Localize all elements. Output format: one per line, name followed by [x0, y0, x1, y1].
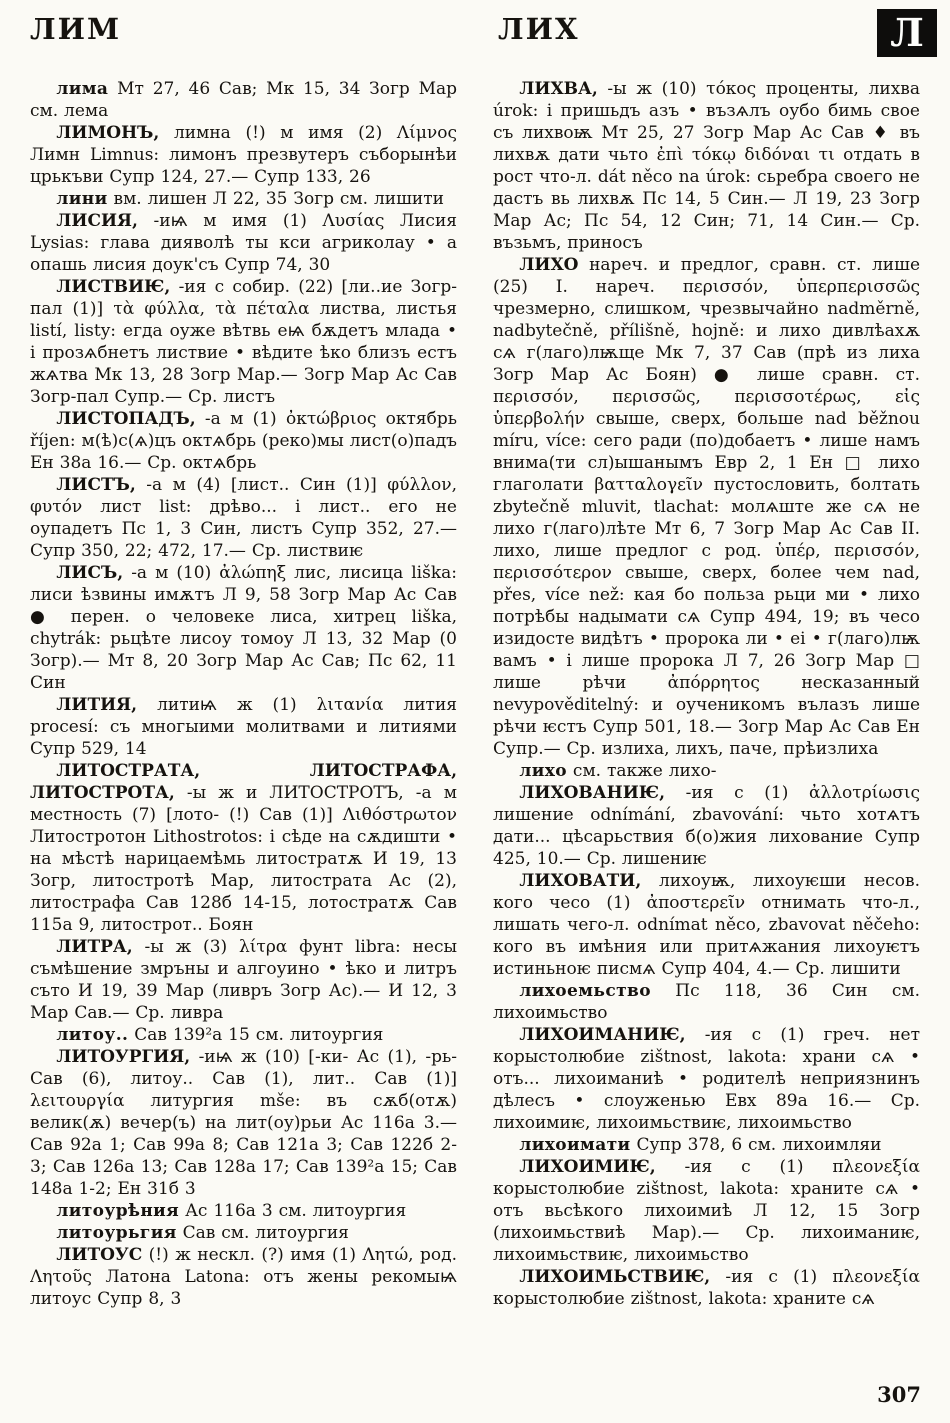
running-head-center: ЛИХ	[498, 12, 580, 46]
cross-reference-entry: лини вм. лишен Л 22, 35 Зогр см. лишити	[56, 189, 444, 209]
headword: литоу..	[56, 1025, 129, 1045]
headword: ЛИСЪ,	[56, 563, 124, 583]
dictionary-entry: ЛИХВА, -ы ж (10) τόκος проценты, лихва úrok: і пришьдъ азъ • възѧлъ оубо бимь свое съ лихвоѭ Мт 25, 27 Зогр Мар Ас Сав ♦ въ лихвѫ дати чьто ἐπὶ τόκῳ διδόναι τι отдать в рост что-л. dát něco na úrok: сьребра своего не дастъ вь лихвѫ Пс 14, 5 Син.— Л 19, 23 Зогр Мар Ас; Пс 54, 12 Син; 71, 14 Син.— Ср. възьмъ, приносъ	[493, 79, 920, 253]
page-header	[0, 0, 950, 72]
section-letter: Л	[890, 10, 924, 55]
cross-reference-entry: лима Мт 27, 46 Сав; Мк 15, 34 Зогр Мар см. лема	[30, 79, 457, 121]
cross-reference-entry: лихо см. также лихо-	[519, 761, 717, 781]
cross-reference-entry: лихоимати Супр 378, 6 см. лихоимляи	[519, 1135, 882, 1155]
left-column	[30, 78, 457, 1369]
dictionary-entry: ЛИХОИМЬСТВИѤ, -ия с (1) πλεονεξία корыстолюбие zištnost, lakota: храните сѧ	[493, 1267, 920, 1309]
headword: ЛИМОНЪ,	[56, 123, 160, 143]
right-column	[493, 78, 920, 1369]
text-columns	[30, 78, 920, 1369]
headword: ЛИТИЯ,	[56, 695, 138, 715]
headword: ЛИХОИМЬСТВИѤ,	[519, 1267, 711, 1287]
headword: ЛИСИЯ,	[56, 211, 138, 231]
headword: ЛИТОУРГИЯ,	[56, 1047, 191, 1067]
running-head-left: ЛИМ	[30, 12, 122, 46]
headword: лихоимати	[519, 1135, 631, 1155]
dictionary-entry: ЛИСТЪ, -а м (4) [лист.. Син (1)] φύλλον, φυτόν лист list: дрѣво... і лист.. его не оупадетъ Пс 1, 3 Син, листъ Супр 352, 27.— Супр 350, 22; 472, 17.— Ср. листвиѥ	[30, 475, 457, 561]
headword: лихо	[519, 761, 568, 781]
dictionary-entry: ЛИТОУРГИЯ, -иѩ ж (10) [-ки- Ас (1), -рь- Сав (6), литоу.. Сав (1), лит.. Сав (1)] λειτουργία литургия mše: въ сѫб(отѫ) велик(ѫ) вечер(ъ) на лит(оу)рьи Ас 116а 3.— Сав 92а 1; Сав 99а 8; Сав 121а 3; Сав 122б 2-3; Сав 126а 13; Сав 128а 17; Сав 139²а 15; Сав 148а 1-2; Ен 31б 3	[30, 1047, 457, 1199]
dictionary-entry: ЛИТИЯ, литиѩ ж (1) λιτανία лития procesí: съ многыими молитвами и литиями Супр 529, 14	[30, 695, 457, 759]
headword: литоурьгия	[56, 1223, 177, 1243]
dictionary-entry: ЛИТОУС (!) ж нескл. (?) имя (1) Λητώ, род. Λητοῦς Латона Latona: отъ жены рекомыѩ литоус Супр 8, 3	[30, 1245, 457, 1309]
headword: ЛИСТЪ,	[56, 475, 136, 495]
headword: ЛИХОИМАНИѤ,	[519, 1025, 686, 1045]
dictionary-entry: ЛИТОСТРАТА, ЛИТОСТРАФА, ЛИТОСТРОТА, -ы ж и ЛИТОСТРОТЪ, -а м местность (7) [лото- (!) Сав (1)] Λιθόστρωτον Литостротон Lithostrotos: і сѣде на сѫдишти • на мѣстѣ нарицаемѣмь литостратѫ И 19, 13 Зогр, литостротѣ Мар, литострата Ас (2), литострафа Сав 128б 14-15, лотостратѫ Сав 115а 9, литострот.. Боян	[30, 761, 457, 935]
dictionary-entry: ЛИХОИМАНИѤ, -ия с (1) греч. нет корыстолюбие zištnost, lakota: храни сѧ • отъ... лихоиманиѣ • родителѣ неприязнинъ дѣлесъ • слоуженью Евх 89а 16.— Ср. лихоимиѥ, лихоимьствиѥ, лихоимьство	[493, 1025, 920, 1133]
dictionary-entry: ЛИСТВИѤ, -ия с собир. (22) [ли..ие Зогр-пал (1)] τὰ φύλλα, τὰ πέταλα листва, листья listí, listy: егда оуже вѣтвь еѩ бѫдетъ млада • і прозѧбнетъ листвие • вѣдите ѣко близъ естъ жѧтва Мк 13, 28 Зогр Мар.— Зогр Мар Ас Сав Зогр-пал Супр.— Ср. листъ	[30, 277, 457, 407]
headword: ЛИТРА,	[56, 937, 133, 957]
headword: ЛИТОСТРАТА, ЛИТОСТРАФА, ЛИТОСТРОТА,	[30, 761, 457, 803]
headword: ЛИСТОПАДЪ,	[56, 409, 196, 429]
dictionary-entry: ЛИСЪ, -а м (10) ἀλώπηξ лис, лисица liška: лиси ѣзвины имѫтъ Л 9, 58 Зогр Мар Ас Сав ● перен. о человеке лиса, хитрец liška, chytrák: рьцѣте лисоу томоу Л 13, 32 Мар (0 Зогр).— Мт 8, 20 Зогр Мар Ас Сав; Пс 62, 11 Син	[30, 563, 457, 693]
dictionary-entry: ЛИСИЯ, -иѩ м имя (1) Λυσίας Лисия Lysias: глава дияволѣ ты кси агриколау • а опашь лисия доук'съ Супр 74, 30	[30, 211, 457, 275]
dictionary-entry: ЛИТРА, -ы ж (3) λίτρα фунт libra: несы съмѣшение змръны и алгоуино • ѣко и литръ съто И 19, 39 Мар (ливръ Зогр Ас).— И 12, 3 Мар Сав.— Ср. ливра	[30, 937, 457, 1023]
cross-reference-entry: литоурѣния Ас 116а 3 см. литоургия	[56, 1201, 407, 1221]
headword: лини	[56, 189, 108, 209]
headword: ЛИСТВИѤ,	[56, 277, 171, 297]
dictionary-entry: ЛИХОИМИѤ, -ия с (1) πλεονεξία корыстолюбие zištnost, lakota: храните сѧ • отъ вьсѣкого лихоимиѣ Л 12, 15 Зогр (лихоимьствиѣ Мар).— Ср. лихоиманиѥ, лихоимьствиѥ, лихоимьство	[493, 1157, 920, 1265]
headword: литоурѣния	[56, 1201, 180, 1221]
headword: ЛИХОВАНИѤ,	[519, 783, 666, 803]
headword: ЛИХВА,	[519, 79, 598, 99]
headword: ЛИТОУС	[56, 1245, 143, 1265]
cross-reference-entry: литоурьгия Сав см. литоургия	[56, 1223, 349, 1243]
dictionary-entry: ЛИХОВАНИѤ, -ия с (1) ἀλλοτρίωσις лишение odnímání, zbavování: чьто хотѧтъ дати... цѣсарьствия б(о)жия лихование Супр 425, 10.— Ср. лишениѥ	[493, 783, 920, 869]
dictionary-entry: ЛИХОВАТИ, лихоуѭ, лихоуѥши несов. кого чесо (1) ἀποστερεῖν отнимать что-л., лишать чего-л. odnímat něco, zbavovat něčeho: кого въ имѣния или притѧжания лихоуѥтъ истиньноѥ писмѧ Супр 404, 4.— Ср. лишити	[493, 871, 920, 979]
cross-reference-entry: лихоемьство Пс 118, 36 Син см. лихоимьство	[493, 981, 920, 1023]
headword: ЛИХО	[519, 255, 579, 275]
dictionary-entry: ЛИМОНЪ, лимна (!) м имя (2) Λίμνος Лимн Limnus: лимонъ презвутеръ съборынѣи црькъви Супр 124, 27.— Супр 133, 26	[30, 123, 457, 187]
headword: лихоемьство	[519, 981, 651, 1001]
dictionary-entry: ЛИСТОПАДЪ, -а м (1) ὀκτώβριος октябрь říjen: м(ѣ)с(ѧ)цъ октѧбрь (реко)мы лист(о)падъ Ен 38а 16.— Ср. октѧбрь	[30, 409, 457, 473]
headword: лима	[56, 79, 109, 99]
section-letter-box	[877, 9, 937, 57]
page-number: 307	[877, 1382, 921, 1407]
headword: ЛИХОИМИѤ,	[519, 1157, 656, 1177]
dictionary-entry: ЛИХО нареч. и предлог, сравн. ст. лише (25) I. нареч. περισσόν, ὑπερπερισσῶς чрезмерно, слишком, чрезвычайно nadměrně, nadbytečně, přílišně, hojně: и лихо дивлѣахѫ сѧ г(лаго)лѭще Мк 7, 37 Сав (прѣ из лиха Зогр Мар Ас Боян) ● лише сравн. ст. περισσόν, περισσῶς, περισσοτέρως, εἰς ὑπερβολήν свыше, сверх, больше nad běžnou míru, více: сего ради (по)добаетъ • лише намъ внима(ти сл)ышанымъ Евр 2, 1 Ен □ лихо глаголати βατταλογεῖν пустословить, болтать zbytečně mluvit, tlachat: молѧште же сѧ не лихо г(лаго)лѣте Мт 6, 7 Зогр Мар Ас Сав II. лихо, лише предлог с род. ὑπέρ, περισσόν, περισσότερον свыше, сверх, более чем nad, přes, více než: кая бо польза рьци ми • лихо потрѣбы надымати сѧ Супр 494, 19; въ чесо изидосте видѣтъ • пророка ли • еі • г(лаго)лѭ вамъ • і лише пророка Л 7, 26 Зогр Мар □ лише рѣчи ἀπόρρητος несказанный nevypověditelný: и оученикомъ вълазъ лише рѣчи ѥстъ Супр 501, 18.— Зогр Мар Ас Сав Ен Супр.— Ср. излиха, лихъ, паче, прѣизлиха	[493, 255, 920, 759]
headword: ЛИХОВАТИ,	[519, 871, 642, 891]
cross-reference-entry: литоу.. Сав 139²а 15 см. литоургия	[56, 1025, 384, 1045]
